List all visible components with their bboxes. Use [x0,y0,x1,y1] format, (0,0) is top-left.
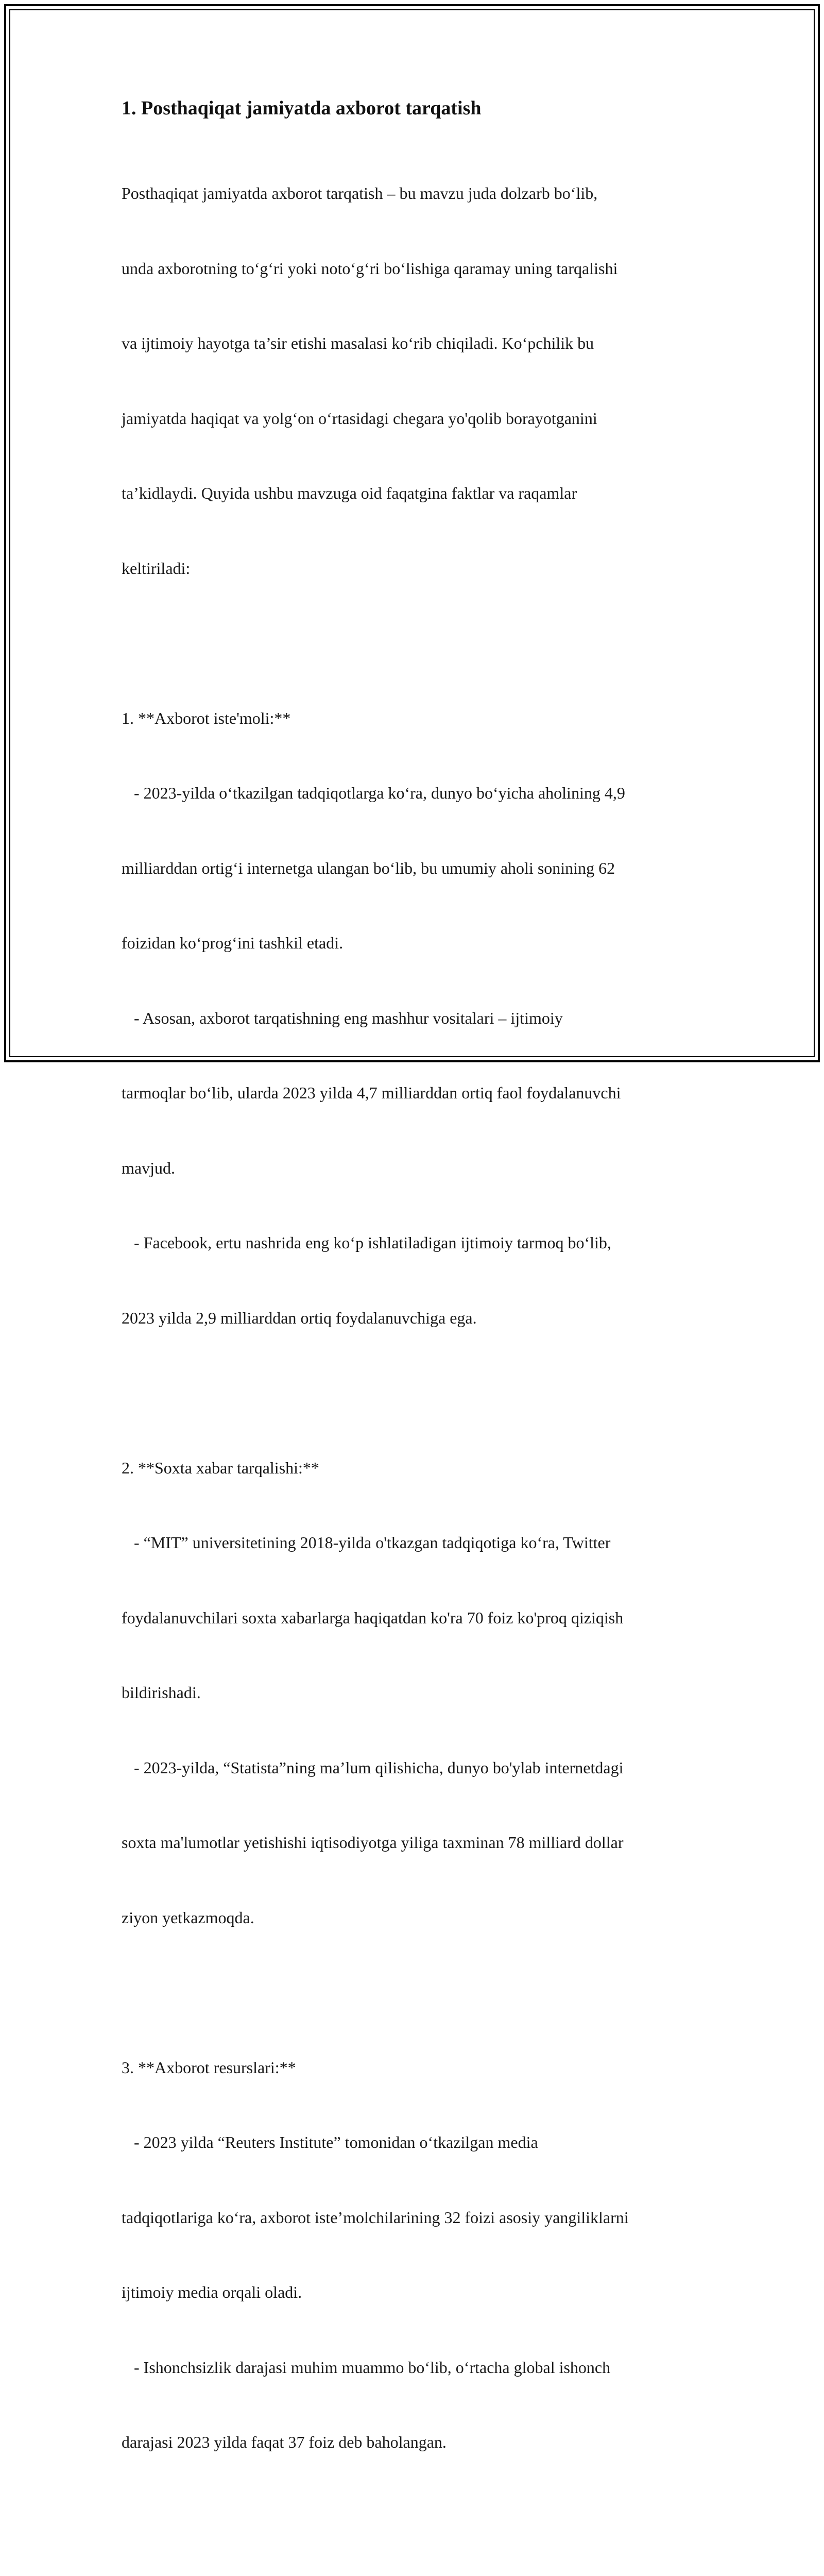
section-ozbekiston [122,2530,709,2576]
intro-line: keltiriladi: [122,558,191,578]
section-line: 2023 yilda 2,9 milliarddan ortiq foydalanuvchiga ega. [122,1308,477,1327]
intro-paragraph [122,131,709,631]
intro-line: Posthaqiqat jamiyatda axborot tarqatish – bu mavzu juda dolzarb bo‘lib, [122,184,598,202]
section-line: tadqiqotlariga ko‘ra, axborot iste’molchilarining 32 foizi asosiy yangiliklarni [122,2208,629,2227]
document-heading: 1. Posthaqiqat jamiyatda axborot tarqatish [122,97,482,119]
section-line: - 2023 yilda “Reuters Institute” tomonidan o‘tkazilgan media [122,2133,538,2151]
section-line: - Facebook, ertu nashrida eng ko‘p ishlatiladigan ijtimoiy tarmoq bo‘lib, [122,1233,611,1252]
intro-line: ta’kidlaydi. Quyida ushbu mavzuga oid faqatgina faktlar va raqamlar [122,484,577,502]
section-line: - 2023-yilda, “Statista”ning ma’lum qilishicha, dunyo bo'ylab internetdagi [122,1758,624,1777]
section-title: 2. **Soxta xabar tarqalishi:** [122,1458,319,1477]
intro-line: unda axborotning to‘g‘ri yoki noto‘g‘ri bo‘lishiga qaramay uning tarqalishi [122,259,618,278]
section-line: - 2023-yilda o‘tkazilgan tadqiqotlarga ko‘ra, dunyo bo‘yicha aholining 4,9 [122,784,625,802]
section-line: bildirishadi. [122,1683,201,1702]
section-line: darajasi 2023 yilda faqat 37 foiz deb baholangan. [122,2433,447,2451]
section-line: milliarddan ortig‘i internetga ulangan bo‘lib, bu umumiy aholi sonining 62 [122,858,615,877]
section-line: foizidan ko‘prog‘ini tashkil etadi. [122,934,344,952]
section-line: - Asosan, axborot tarqatishning eng mashhur vositalari – ijtimoiy [122,1008,563,1027]
section-title: 1. **Axborot iste'moli:** [122,708,291,727]
section-soxta-xabar [122,1405,709,1980]
section-line: ijtimoiy media orqali oladi. [122,2283,302,2301]
section-line: soxta ma'lumotlar yetishishi iqtisodiyotga yiliga taxminan 78 milliard dollar [122,1833,624,1852]
section-line: mavjud. [122,1158,175,1177]
section-line: - “MIT” universitetining 2018-yilda o'tkazgan tadqiqotiga ko‘ra, Twitter [122,1533,611,1552]
section-line: - Ishonchsizlik darajasi muhim muammo bo‘lib, o‘rtacha global ishonch [122,2358,611,2377]
section-axborot-resurslari [122,2005,709,2505]
section-line: ziyon yetkazmoqda. [122,1908,254,1927]
section-title: 3. **Axborot resurslari:** [122,2058,296,2077]
section-line: tarmoqlar bo‘lib, ularda 2023 yilda 4,7 milliarddan ortiq faol foydalanuvchi [122,1083,621,1102]
document-body [122,96,709,2576]
intro-line: jamiyatda haqiqat va yolg‘on o‘rtasidagi chegara yo'qolib borayotganini [122,409,597,428]
intro-line: va ijtimoiy hayotga ta’sir etishi masalasi ko‘rib chiqiladi. Ko‘pchilik bu [122,334,594,352]
section-axborot-istemoli [122,656,709,1381]
section-line: foydalanuvchilari soxta xabarlarga haqiqatdan ko'ra 70 foiz ko'proq qiziqish [122,1608,624,1627]
